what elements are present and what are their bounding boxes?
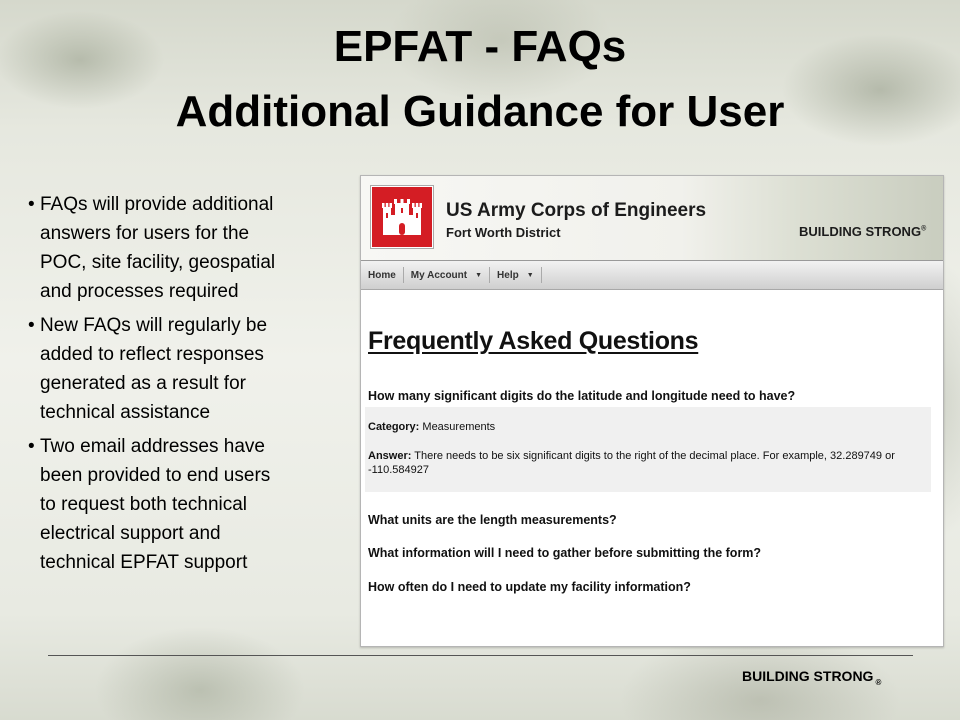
bullet-item [28,432,348,577]
faq-question[interactable]: What units are the length measurements? [368,513,617,527]
answer-text: There needs to be six significant digits to the right of the decimal place. For example, 32.289749 or -110.584927 [368,450,895,476]
nav-item-home[interactable] [361,267,404,283]
bullet-line: to request both technical [40,494,248,515]
faq-screenshot [360,175,944,647]
nav-bar [361,260,943,290]
usace-castle-logo[interactable] [371,186,433,248]
site-banner [361,176,943,260]
faq-question[interactable]: What information will I need to gather before submitting the form? [368,546,762,560]
category-label: Category: [368,421,420,433]
bullet-line: answers for users for the [40,223,250,244]
bullet-line: been provided to end users [40,465,271,486]
bullet-line: technical EPFAT support [40,552,248,573]
bullet-line: added to reflect responses [40,344,264,365]
slide-title: EPFAT - FAQs [333,22,627,71]
bullet-line: and processes required [40,281,239,302]
nav-item-help[interactable] [490,267,542,283]
category-value: Measurements [422,421,496,433]
bullet-line: technical assistance [40,402,211,423]
bullet-icon: • [28,436,35,457]
bullet-line: New FAQs will regularly be [40,315,268,336]
nav-item-label: My Account [410,269,468,281]
nav-item-label: Home [368,269,396,281]
bullet-item [28,190,348,306]
faq-answer [368,449,928,477]
bullet-line: FAQs will provide additional [40,194,274,215]
banner-tagline [799,224,926,239]
nav-item-my-account[interactable] [404,267,490,283]
footer-tagline [742,668,881,687]
district-name: Fort Worth District [446,225,561,240]
bullet-list [28,190,348,582]
banner-tagline-text: BUILDING STRONG [799,224,922,239]
faq-question[interactable]: How many significant digits do the latitude and longitude need to have? [368,389,796,403]
caret-down-icon: ▼ [526,271,534,279]
bullet-line: Two email addresses have [40,436,265,457]
registered-mark: ® [921,225,927,233]
caret-down-icon: ▼ [475,271,483,279]
bullet-item [28,311,348,427]
footer-tagline-text: BUILDING STRONG [742,668,874,684]
org-name: US Army Corps of Engineers [446,200,707,221]
castle-icon [381,199,423,237]
bullet-line: generated as a result for [40,373,246,394]
footer-divider [48,655,913,656]
registered-mark: ® [875,678,882,687]
bullet-icon: • [28,315,35,336]
faq-question[interactable]: How often do I need to update my facility information? [368,580,691,594]
slide-subtitle: Additional Guidance for User [175,87,785,136]
faq-category [368,421,495,433]
bullet-icon: • [28,194,35,215]
bullet-line: POC, site facility, geospatial [40,252,276,273]
bullet-line: electrical support and [40,523,221,544]
faq-answer-panel [365,407,931,492]
nav-item-label: Help [497,269,519,281]
faq-heading: Frequently Asked Questions [368,327,699,355]
answer-label: Answer: [368,450,412,462]
